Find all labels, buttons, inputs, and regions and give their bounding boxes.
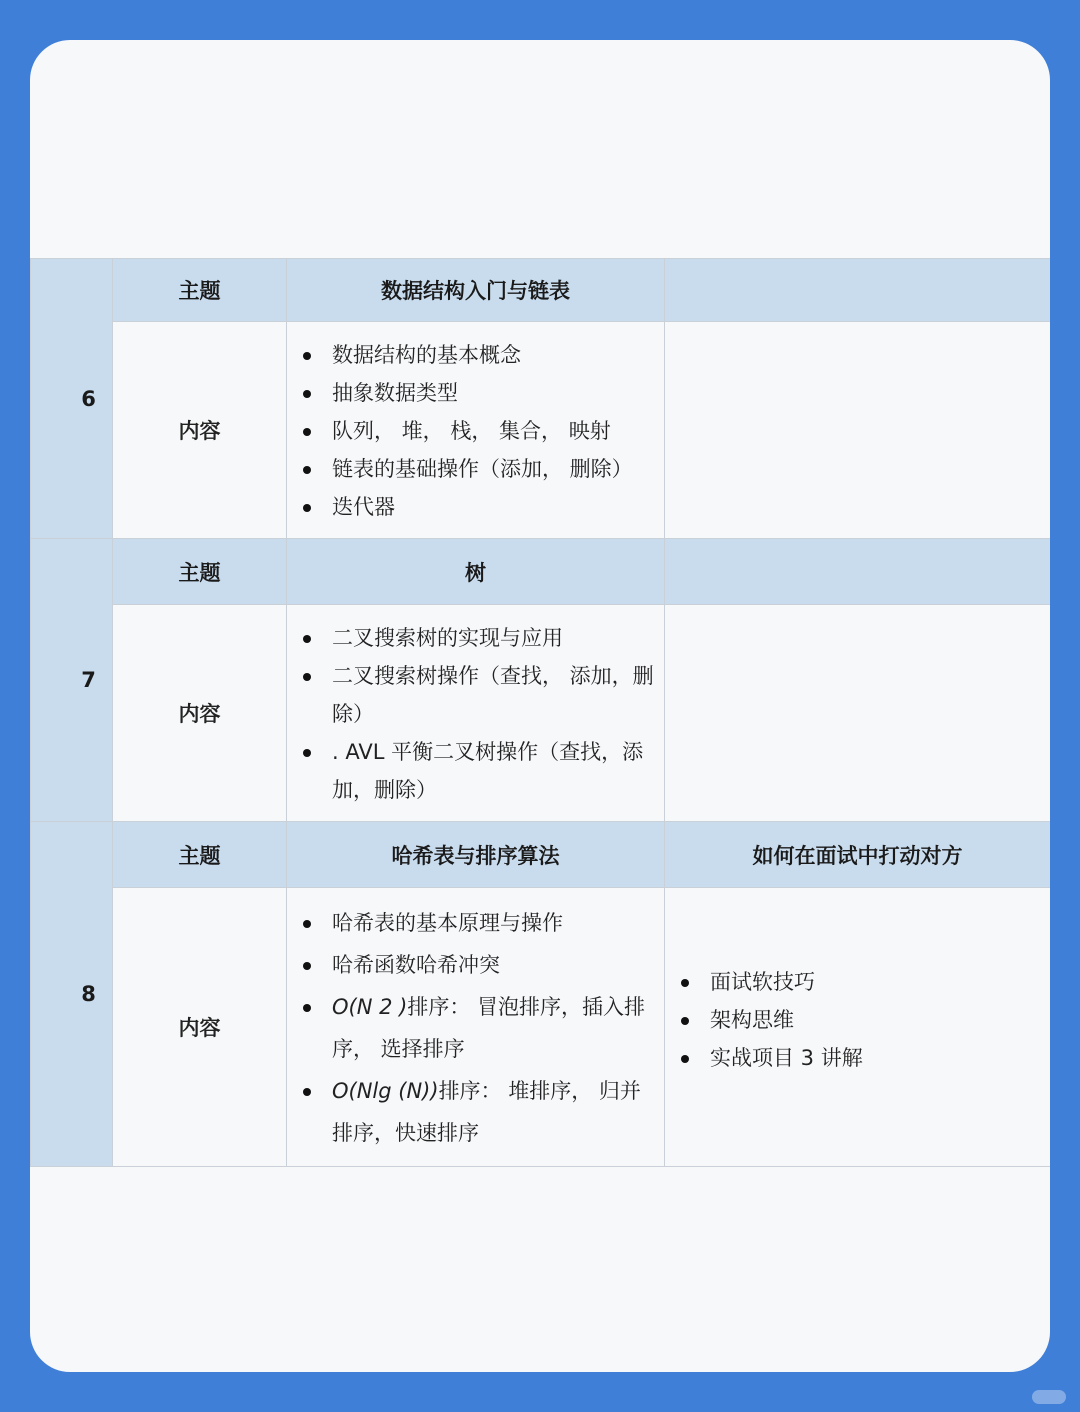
list-item: 二叉搜索树的实现与应用: [295, 619, 656, 657]
topic-title: 数据结构入门与链表: [287, 259, 665, 322]
row-6-topic: [31, 259, 1051, 322]
topic-label: 主题: [113, 259, 287, 322]
watermark-badge: [1032, 1390, 1066, 1404]
list-item: . AVL 平衡二叉树操作（查找，添加，删除）: [295, 733, 656, 809]
row-6-content: [31, 322, 1051, 539]
content-list: [287, 605, 664, 821]
extra-content-cell: [665, 888, 1051, 1167]
extra-content-cell: [665, 605, 1051, 822]
list-item: 队列， 堆， 栈， 集合， 映射: [295, 412, 656, 450]
row-8-content: [31, 888, 1051, 1167]
extra-topic-title: 如何在面试中打动对方: [665, 822, 1051, 888]
list-item: [295, 1070, 656, 1154]
extra-topic-title: [665, 259, 1051, 322]
content-list: [287, 888, 664, 1166]
topic-title: 哈希表与排序算法: [287, 822, 665, 888]
row-7-content: [31, 605, 1051, 822]
list-item: 二叉搜索树操作（查找， 添加，删除）: [295, 657, 656, 733]
list-item: 迭代器: [295, 488, 656, 526]
extra-content-cell: [665, 322, 1051, 539]
list-item: 实战项目 3 讲解: [673, 1039, 1042, 1077]
list-item: 架构思维: [673, 1001, 1042, 1039]
row-8-topic: [31, 822, 1051, 888]
row-number: 8: [31, 822, 113, 1167]
content-list: [287, 322, 664, 538]
list-item: 面试软技巧: [673, 963, 1042, 1001]
row-number: 7: [31, 539, 113, 822]
list-item: 抽象数据类型: [295, 374, 656, 412]
content-cell: [287, 605, 665, 822]
row-7-topic: [31, 539, 1051, 605]
row-number: 6: [31, 259, 113, 539]
topic-label: 主题: [113, 539, 287, 605]
list-item-text: 排序： 堆排序， 归并排序，快速排序: [332, 1079, 641, 1145]
content-label: 内容: [113, 322, 287, 539]
list-item: 哈希函数哈希冲突: [295, 944, 656, 986]
content-cell: [287, 322, 665, 539]
list-item: 数据结构的基本概念: [295, 336, 656, 374]
list-item: [295, 986, 656, 1070]
content-label: 内容: [113, 888, 287, 1167]
content-label: 内容: [113, 605, 287, 822]
list-item: 哈希表的基本原理与操作: [295, 902, 656, 944]
topic-label: 主题: [113, 822, 287, 888]
complexity-notation: O(N 2 ): [332, 995, 408, 1019]
extra-content-list: [665, 963, 1050, 1091]
complexity-notation: O(Nlg (N)): [332, 1079, 439, 1103]
content-cell: [287, 888, 665, 1167]
topic-title: 树: [287, 539, 665, 605]
list-item-text: 排序： 冒泡排序，插入排序， 选择排序: [332, 995, 646, 1061]
content-card: [30, 40, 1050, 1372]
syllabus-table: [30, 258, 1050, 1167]
extra-topic-title: [665, 539, 1051, 605]
list-item: 链表的基础操作（添加， 删除）: [295, 450, 656, 488]
